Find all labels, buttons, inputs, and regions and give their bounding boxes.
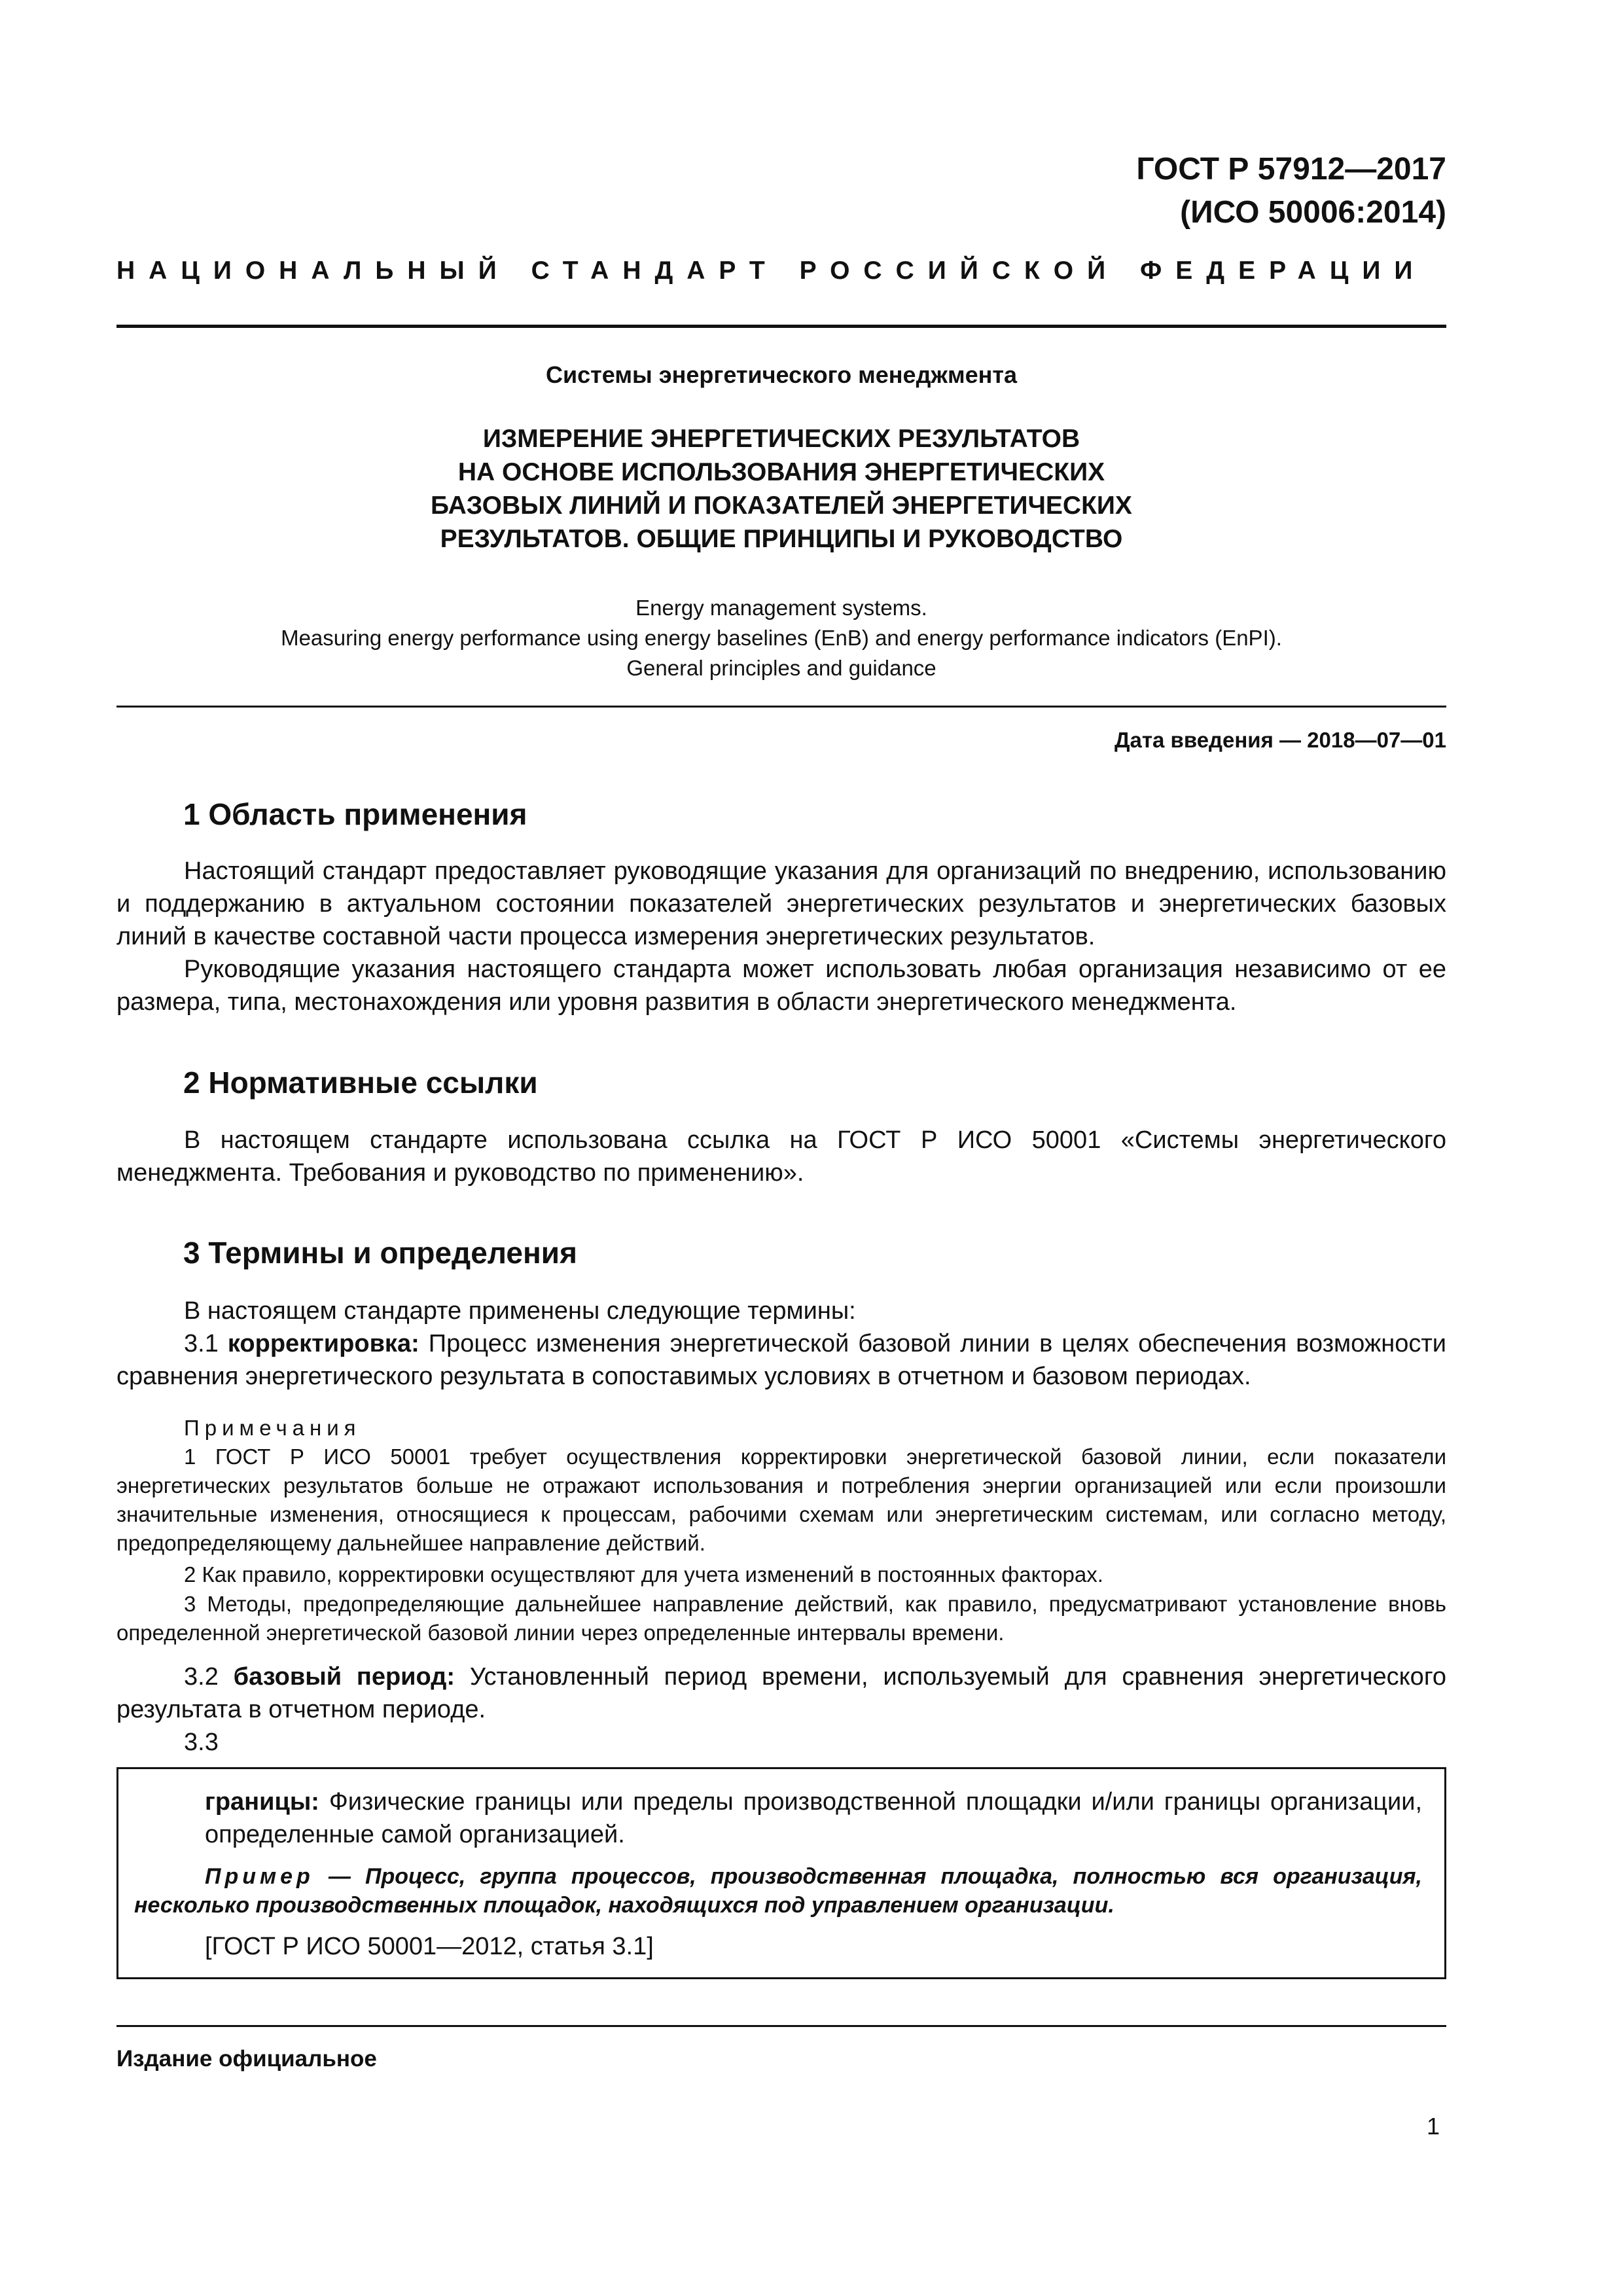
gost-number: ГОСТ Р 57912—2017 [1136,152,1446,187]
iso-number: (ИСО 50006:2014) [1180,195,1446,230]
term-number: 3.2 [184,1663,219,1691]
term-3-3-box [116,1767,1446,1979]
term-definition: Физические границы или пределы производственной площадки и/или границы организации, определенные самой организацией. [205,1788,1422,1848]
example-text: — Процесс, группа процессов, производственная площадка, полностью вся организация, несколько производственных площадок, находящихся под управлением организации. [134,1864,1422,1918]
header-divider [116,325,1446,328]
term-name: базовый период: [233,1663,455,1691]
example-label: Пример [205,1864,314,1889]
title-divider [116,706,1446,708]
term-definition: Процесс изменения энергетической базовой линии в целях обеспечения возможности сравнения энергетического результата в сопоставимых условиях в отчетном и базовом периодах. [116,1330,1446,1390]
term-number: 3.1 [184,1330,219,1357]
national-standard-banner: НАЦИОНАЛЬНЫЙ СТАНДАРТ РОССИЙСКОЙ ФЕДЕРАЦИИ [116,257,1427,285]
term-3-3-example [134,1862,1422,1920]
note-2: 2 Как правило, корректировки осуществляют для учета изменений в постоянных факторах. [184,1562,1103,1587]
section-3-intro: В настоящем стандарте применены следующие термины: [184,1297,856,1325]
title-line: НА ОСНОВЕ ИСПОЛЬЗОВАНИЯ ЭНЕРГЕТИЧЕСКИХ [457,458,1105,486]
english-title [116,593,1446,683]
note-3: 3 Методы, предопределяющие дальнейшее направление действий, как правило, предусматривают установление вновь определенной энергетической базовой линии через определенные интервалы времени. [116,1592,1446,1645]
note-1: 1 ГОСТ Р ИСО 50001 требует осуществления корректировки энергетической базовой линии, если показатели энергетических результатов больше не отражают использования и потребления энергии организацией или если произошли значительные изменения, относящиеся к процессам, рабочими схемам или энергетическим системам, или согласно методу, предопределяющему дальнейшее направление действий. [116,1444,1446,1555]
english-title-line: General principles and guidance [626,656,936,680]
term-name: корректировка: [227,1330,419,1357]
english-title-line: Measuring energy performance using energy baselines (EnB) and energy performance indicators (EnPI). [281,626,1282,650]
section-1-paragraph-1: Настоящий стандарт предоставляет руководящие указания для организаций по внедрению, использованию и поддержанию в актуальном состоянии показателей энергетических результатов и энергетических базовых линий в качестве составной части процесса измерения энергетических результатов. [116,857,1446,950]
introduction-date: Дата введения — 2018—07—01 [1115,728,1446,752]
term-definition: Установленный период времени, используемый для сравнения энергетического результата в отчетном периоде. [116,1663,1446,1723]
term-name: границы: [205,1788,319,1816]
term-3-2 [116,1660,1446,1726]
term-3-3-number: 3.3 [184,1729,219,1756]
english-title-line: Energy management systems. [635,596,927,620]
footer-divider [116,2025,1446,2027]
standard-title [116,422,1446,556]
section-2-paragraph: В настоящем стандарте использована ссылка на ГОСТ Р ИСО 50001 «Системы энергетического менеджмента. Требования и руководство по применению». [116,1126,1446,1187]
term-3-1 [116,1327,1446,1393]
document-number-block [857,148,1446,234]
section-2-heading: 2 Нормативные ссылки [183,1066,538,1100]
official-edition-label: Издание официальное [116,2046,377,2072]
section-1-paragraph-2: Руководящие указания настоящего стандарта может использовать любая организация независимо от ее размера, типа, местонахождения или уровня развития в области энергетического менеджмента. [116,956,1446,1016]
section-3-heading: 3 Термины и определения [183,1236,577,1270]
title-line: БАЗОВЫХ ЛИНИЙ И ПОКАЗАТЕЛЕЙ ЭНЕРГЕТИЧЕСКИХ [431,492,1132,520]
standard-subtitle: Системы энергетического менеджмента [546,361,1017,388]
term-3-3-source: [ГОСТ Р ИСО 50001—2012, статья 3.1] [205,1933,654,1960]
title-line: РЕЗУЛЬТАТОВ. ОБЩИЕ ПРИНЦИПЫ И РУКОВОДСТВО [440,525,1123,553]
term-3-3-definition [205,1785,1422,1851]
notes-label: Примечания [184,1416,361,1440]
page-number: 1 [1426,2113,1440,2140]
section-1-heading: 1 Область применения [183,797,527,831]
title-line: ИЗМЕРЕНИЕ ЭНЕРГЕТИЧЕСКИХ РЕЗУЛЬТАТОВ [482,425,1080,453]
